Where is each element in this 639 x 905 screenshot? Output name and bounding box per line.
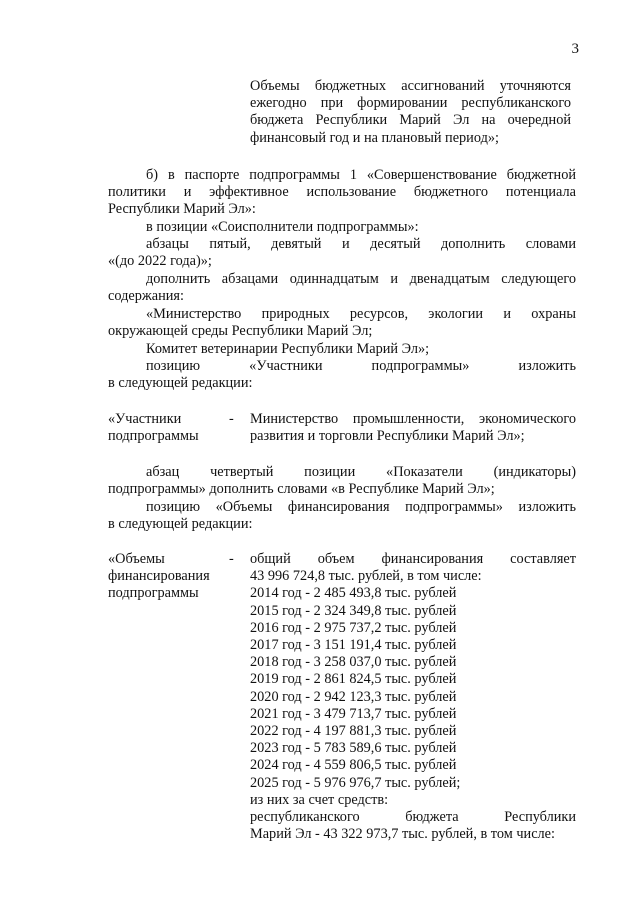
- position-coexecutors: [146, 219, 576, 236]
- paragraph-objemy: [108, 499, 576, 533]
- text-line: бюджета Республики Марий Эл на очередной: [250, 112, 571, 129]
- text-line: содержания:: [108, 288, 184, 305]
- budget-line: Марий Эл - 43 322 973,7 тыс. рублей, в том числе:: [250, 826, 555, 843]
- table-dash: -: [229, 551, 234, 567]
- text-line: в следующей редакции:: [108, 375, 253, 392]
- text-line: позицию «Объемы финансирования подпрограммы» изложить: [146, 499, 576, 515]
- year-line: 2022 год - 4 197 881,3 тыс. рублей: [250, 723, 457, 740]
- text-line: «Объемы: [108, 551, 165, 567]
- paragraph-b: [108, 167, 576, 219]
- text-line: позицию «Участники подпрограммы» изложить: [146, 358, 576, 374]
- year-line: 2016 год - 2 975 737,2 тыс. рублей: [250, 619, 457, 636]
- text-line: Министерство промышленности, экономического: [250, 411, 576, 427]
- paragraph-add: [108, 271, 576, 305]
- text-line: Объемы бюджетных ассигнований уточняются: [250, 78, 571, 94]
- year-line: 2025 год - 5 976 976,7 тыс. рублей;: [250, 774, 461, 791]
- text-line: подпрограммы: [108, 428, 199, 445]
- text-line: подпрограммы» дополнить словами «в Республике Марий Эл»;: [108, 481, 495, 498]
- year-line: 2024 год - 4 559 806,5 тыс. рублей: [250, 757, 457, 774]
- table-dash: -: [229, 411, 234, 427]
- year-line: 2019 год - 2 861 824,5 тыс. рублей: [250, 671, 457, 688]
- text-line: развития и торговли Республики Марий Эл»;: [250, 428, 525, 445]
- table-right-cell: [250, 411, 576, 445]
- text-line: «(до 2022 года)»;: [108, 253, 212, 270]
- year-line: 2015 год - 2 324 349,8 тыс. рублей: [250, 602, 457, 619]
- table-left-cell: [108, 411, 228, 445]
- year-line: 2023 год - 5 783 589,6 тыс. рублей: [250, 740, 457, 757]
- paragraph-ministry: [108, 306, 576, 340]
- text-line: финансирования: [108, 568, 210, 585]
- year-line: 2014 год - 2 485 493,8 тыс. рублей: [250, 585, 457, 602]
- table-right-cell: [250, 551, 576, 843]
- text-line: финансовый год и на плановый период»;: [250, 129, 499, 146]
- committee-line: [146, 341, 576, 358]
- header-paragraph: [250, 78, 571, 147]
- total-line: общий объем финансирования составляет: [250, 551, 576, 567]
- table-left-cell: [108, 551, 238, 603]
- paragraph-position: [108, 358, 576, 392]
- paragraph-abzacy: [108, 236, 576, 270]
- paragraph-abzac-4: [108, 464, 576, 498]
- participants-table: [108, 411, 576, 451]
- text-line: Республики Марий Эл»:: [108, 201, 256, 218]
- text-line: из них за счет средств:: [250, 791, 389, 808]
- text-line: «Участники: [108, 411, 182, 427]
- year-line: 2017 год - 3 151 191,4 тыс. рублей: [250, 637, 457, 654]
- text-line: «Министерство природных ресурсов, экологии и охраны: [146, 306, 576, 322]
- text-line: ежегодно при формировании республиканского: [250, 95, 571, 112]
- year-line: 2020 год - 2 942 123,3 тыс. рублей: [250, 688, 457, 705]
- text-line: окружающей среды Республики Марий Эл;: [108, 323, 373, 340]
- text-line: в позиции «Соисполнители подпрограммы»:: [146, 219, 419, 235]
- text-line: абзац четвертый позиции «Показатели (индикаторы): [146, 464, 576, 480]
- text-line: дополнить абзацами одиннадцатым и двенадцатым следующего: [146, 271, 576, 287]
- text-line: б) в паспорте подпрограммы 1 «Совершенствование бюджетной: [146, 167, 576, 183]
- text-line: в следующей редакции:: [108, 516, 253, 533]
- total-line: 43 996 724,8 тыс. рублей, в том числе:: [250, 568, 482, 585]
- page-number: 3: [571, 41, 579, 57]
- text-line: Комитет ветеринарии Республики Марий Эл»;: [146, 341, 430, 357]
- year-line: 2018 год - 3 258 037,0 тыс. рублей: [250, 654, 457, 671]
- financing-table: [108, 551, 576, 851]
- text-line: подпрограммы: [108, 585, 199, 602]
- text-line: абзацы пятый, девятый и десятый дополнить словами: [146, 236, 576, 252]
- text-line: политики и эффективное использование бюджетного потенциала: [108, 184, 576, 201]
- year-line: 2021 год - 3 479 713,7 тыс. рублей: [250, 705, 457, 722]
- budget-line: республиканского бюджета Республики: [250, 809, 576, 826]
